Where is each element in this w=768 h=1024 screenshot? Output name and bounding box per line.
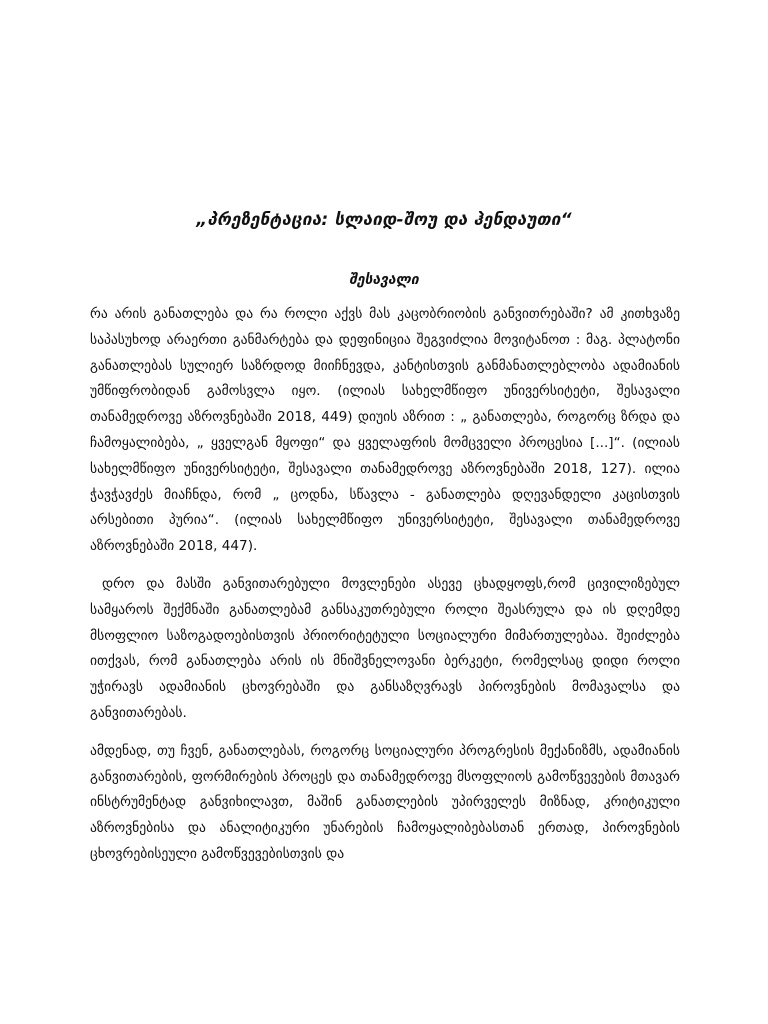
- document-body: [90, 302, 680, 880]
- paragraph: ამდენად, თუ ჩვენ, განათლებას, როგორც სოციალური პროგრესის მექანიზმს, ადამიანის განვითარების, ფორმირების პროცეს და თანამედროვე მსოფლიოს გამოწვევების მთავარ ინსტრუმენტად განვიხილავთ, მაშინ განათლების უპირველეს მიზნად, კრიტიკული აზროვნებისა და ანალიტიკური უნარების ჩამოყალიბებასთან ერთად, პიროვნების ცხოვრებისეული გამოწვევებისთვის და: [90, 742, 680, 862]
- paragraph: დრო და მასში განვითარებული მოვლენები ასევე ცხადყოფს,რომ ცივილიზებულ სამყაროს შექმნაში განათლებამ განსაკუთრებული როლი შეასრულა და ის დღემდე მსოფლიო საზოგადოებისთვის პრიორიტეტული სოციალური მიმართულებაა. შეიძლება ითქვას, რომ განათლება არის ის მნიშვნელოვანი ბერკეტი, რომელსაც დიდი როლი უჭირავს ადამიანის ცხოვრებაში და განსაზღვრავს პიროვნების მომავალსა და განვითარებას.: [90, 575, 680, 721]
- section-heading: შესავალი: [349, 272, 419, 288]
- paragraph: რა არის განათლება და რა როლი აქვს მას კაცობრიობის განვითრებაში? ამ კითხვაზე საპასუხოდ არაერთი განმარტება და დეფინიცია შეგვიძლია მოვიტანოთ : მაგ. პლატონი განათლებას სულიერ საზრდოდ მიიჩნევდა, კანტისთვის განმანათლებლობა ადამიანის უმწიფრობიდან გამოსვლა იყო. (ილიას სახელმწიფო უნივერსიტეტი, შესავალი თანამედროვე აზროვნებაში 2018, 449) დიუის აზრით : „ განათლება, როგორც ზრდა და ჩამოყალიბება, „ ყველგან მყოფი“ და ყველაფრის მომცველი პროცესია [...]“. (ილიას სახელმწიფო უნივერსიტეტი, შესავალი თანამედროვე აზროვნებაში 2018, 127). ილია ჭავჭავძეს მიაჩნდა, რომ „ ცოდნა, სწავლა - განათლება დღევანდელი კაცისთვის არსებითი პურია“. (ილიას სახელმწიფო უნივერსიტეტი, შესავალი თანამედროვე აზროვნებაში 2018, 447).: [90, 306, 680, 555]
- document-title: „პრეზენტაცია: სლაიდ-შოუ და ჰენდაუთი“: [196, 210, 572, 230]
